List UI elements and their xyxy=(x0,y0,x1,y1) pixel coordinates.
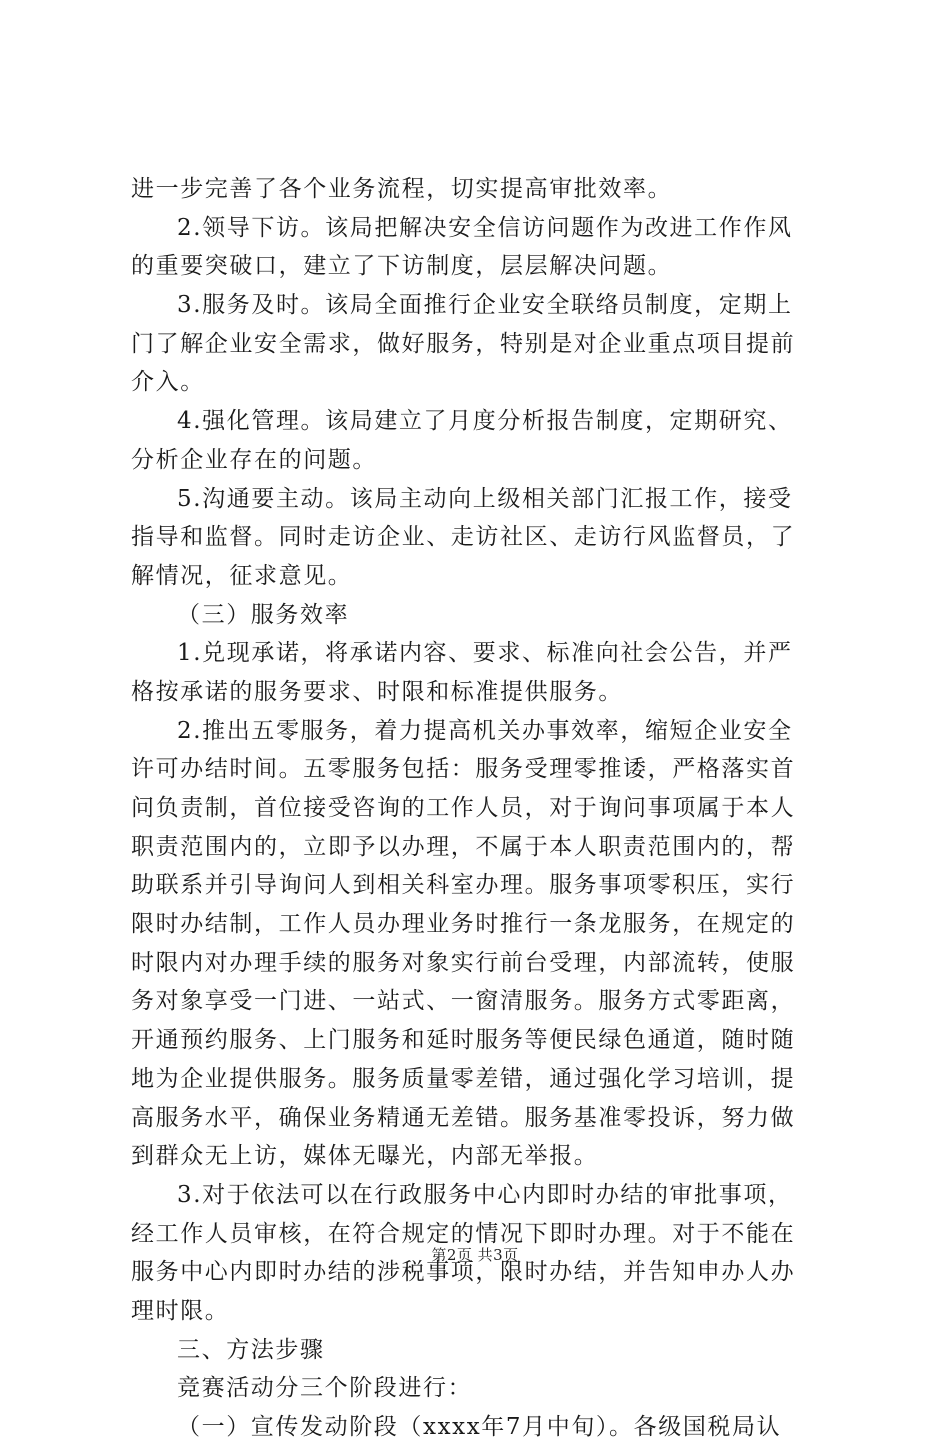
page-footer: 第2页 共3页 xyxy=(431,1246,519,1264)
text-line: 3.对于依法可以在行政服务中心内即时办结的审批事项， xyxy=(177,1181,793,1208)
text-line: 2.领导下访。该局把解决安全信访问题作为改进工作作风 xyxy=(177,214,793,241)
text-line: 高服务水平，确保业务精通无差错。服务基准零投诉，努力做 xyxy=(131,1104,796,1131)
text-line: 开通预约服务、上门服务和延时服务等便民绿色通道，随时随 xyxy=(131,1027,796,1054)
text-line: 3.服务及时。该局全面推行企业安全联络员制度，定期上 xyxy=(177,292,793,319)
text-line: 进一步完善了各个业务流程，切实提高审批效率。 xyxy=(131,176,673,202)
text-line: 到群众无上访，媒体无曝光，内部无举报。 xyxy=(131,1143,599,1170)
text-line: 分析企业存在的问题。 xyxy=(131,446,377,473)
text-line: 格按承诺的服务要求、时限和标准提供服务。 xyxy=(131,678,623,705)
text-line: 4.强化管理。该局建立了月度分析报告制度，定期研究、 xyxy=(177,408,793,435)
text-line: 地为企业提供服务。服务质量零差错，通过强化学习培训，提 xyxy=(131,1065,796,1092)
text-line: 介入。 xyxy=(131,369,205,396)
text-line: 指导和监督。同时走访企业、走访社区、走访行风监督员，了 xyxy=(131,524,796,551)
text-line: 5.沟通要主动。该局主动向上级相关部门汇报工作，接受 xyxy=(177,485,793,512)
text-line: （三）服务效率 xyxy=(177,601,350,628)
text-line: 的重要突破口，建立了下访制度，层层解决问题。 xyxy=(131,253,673,280)
text-line: 理时限。 xyxy=(131,1297,230,1324)
text-line: 解情况，征求意见。 xyxy=(131,562,353,589)
text-line: 竞赛活动分三个阶段进行： xyxy=(177,1375,473,1402)
text-line: 经工作人员审核，在符合规定的情况下即时办理。对于不能在 xyxy=(131,1220,796,1247)
text-line: 2.推出五零服务，着力提高机关办事效率，缩短企业安全 xyxy=(177,717,793,744)
text-line: 门了解企业安全需求，做好服务，特别是对企业重点项目提前 xyxy=(131,330,796,357)
text-line: 1.兑现承诺，将承诺内容、要求、标准向社会公告，并严 xyxy=(177,640,793,667)
text-line: 务对象享受一门进、一站式、一窗清服务。服务方式零距离， xyxy=(131,988,796,1015)
text-line: 限时办结制，工作人员办理业务时推行一条龙服务，在规定的 xyxy=(131,911,796,938)
text-line: 三、方法步骤 xyxy=(177,1336,325,1363)
text-line: 助联系并引导询问人到相关科室办理。服务事项零积压，实行 xyxy=(131,872,796,899)
text-line: 问负责制，首位接受咨询的工作人员，对于询问事项属于本人 xyxy=(131,795,796,821)
text-line: 时限内对办理手续的服务对象实行前台受理，内部流转，使服 xyxy=(131,949,796,976)
text-line: （一）宣传发动阶段（xxxx年7月中旬）。各级国税局认 xyxy=(177,1414,782,1440)
text-line: 服务中心内即时办结的涉税事项，限时办结，并告知申办人办 xyxy=(131,1259,796,1286)
text-line: 职责范围内的，立即予以办理，不属于本人职责范围内的，帮 xyxy=(131,833,796,860)
text-line: 许可办结时间。五零服务包括：服务受理零推诿，严格落实首 xyxy=(131,756,796,783)
